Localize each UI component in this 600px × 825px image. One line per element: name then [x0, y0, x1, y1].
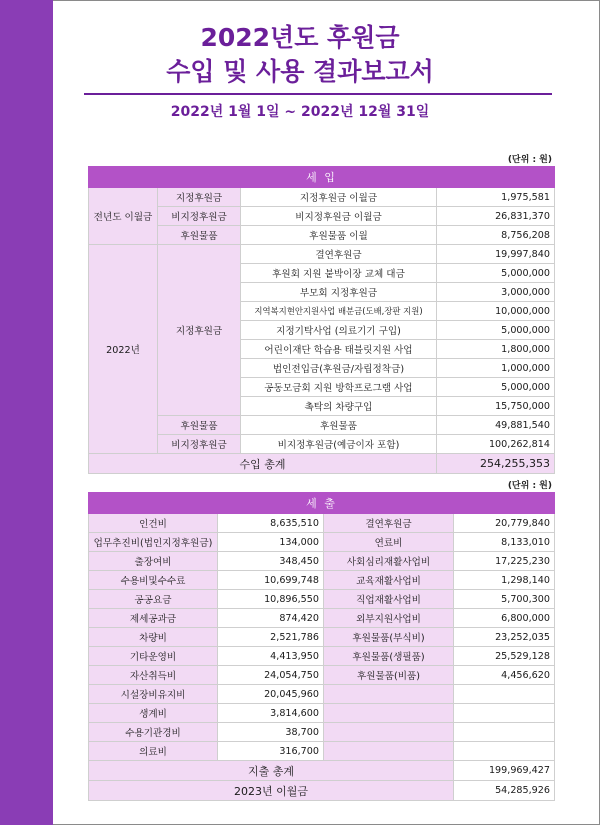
- expense-item: 수용비및수수료: [89, 571, 218, 590]
- expense-amount: 23,252,035: [454, 628, 555, 647]
- expense-item: 교육재활사업비: [324, 571, 454, 590]
- income-item: 부모회 지정후원금: [241, 283, 437, 302]
- income-amount: 19,997,840: [437, 245, 555, 264]
- expense-unit-label: (단위 : 원): [507, 481, 552, 491]
- expense-item: 후원물품(부식비): [324, 628, 454, 647]
- expense-amount: 20,045,960: [218, 685, 324, 704]
- expense-item: 공공요금: [89, 590, 218, 609]
- report-title-line2: 수입 및 사용 결과보고서: [166, 57, 434, 86]
- expense-amount: 8,133,010: [454, 533, 555, 552]
- title-divider: [84, 93, 552, 95]
- income-header-row: [89, 167, 555, 188]
- expense-total-label: 지출 총계: [89, 761, 454, 781]
- expense-item: 후원물품(생필품): [324, 647, 454, 666]
- expense-amount: 8,635,510: [218, 514, 324, 533]
- expense-item: 자산취득비: [89, 666, 218, 685]
- income-amount: 5,000,000: [437, 378, 555, 397]
- carryover-label: 2023년 이월금: [89, 781, 454, 801]
- table-row: [89, 207, 555, 226]
- expense-amount: 10,699,748: [218, 571, 324, 590]
- income-item: 어린이재단 학습용 태블릿지원 사업: [241, 340, 437, 359]
- expense-item: 기타운영비: [89, 647, 218, 666]
- income-item: 촉탁의 차량구입: [241, 397, 437, 416]
- expense-amount: 10,896,550: [218, 590, 324, 609]
- expense-item: 결연후원금: [324, 514, 454, 533]
- expense-item: 생계비: [89, 704, 218, 723]
- income-table: [88, 166, 555, 474]
- table-row: [89, 514, 555, 533]
- expense-amount: 38,700: [218, 723, 324, 742]
- expense-amount: 348,450: [218, 552, 324, 571]
- income-amount: 100,262,814: [437, 435, 555, 454]
- income-amount: 10,000,000: [437, 302, 555, 321]
- table-row: [89, 188, 555, 207]
- table-row: [89, 704, 555, 723]
- income-category: 후원물품: [158, 226, 241, 245]
- table-row: [89, 609, 555, 628]
- expense-item: [324, 742, 454, 761]
- expense-item: [324, 685, 454, 704]
- income-category: 비지정후원금: [158, 207, 241, 226]
- expense-table: [88, 492, 555, 801]
- expense-amount: 3,814,600: [218, 704, 324, 723]
- table-row: [89, 628, 555, 647]
- income-section-header: 세 입: [89, 167, 555, 188]
- expense-amount: 17,225,230: [454, 552, 555, 571]
- expense-item: 제세공과금: [89, 609, 218, 628]
- expense-amount: 2,521,786: [218, 628, 324, 647]
- expense-amount: 4,456,620: [454, 666, 555, 685]
- income-unit-label: (단위 : 원): [507, 155, 552, 165]
- table-row: [89, 435, 555, 454]
- income-amount: 1,975,581: [437, 188, 555, 207]
- expense-section-header: 세 출: [89, 493, 555, 514]
- prev-year-label: 전년도 이월금: [89, 188, 158, 245]
- expense-item: 시설장비유지비: [89, 685, 218, 704]
- income-amount: 26,831,370: [437, 207, 555, 226]
- income-item: 비지정후원금(예금이자 포함): [241, 435, 437, 454]
- expense-item: [324, 704, 454, 723]
- expense-amount: 24,054,750: [218, 666, 324, 685]
- income-total-label: 수입 총계: [89, 454, 437, 474]
- expense-amount: [454, 742, 555, 761]
- income-item: 공동모금회 지원 방학프로그램 사업: [241, 378, 437, 397]
- income-amount: 1,000,000: [437, 359, 555, 378]
- table-row: [89, 742, 555, 761]
- year-2022-label: 2022년: [89, 245, 158, 454]
- expense-item: 의료비: [89, 742, 218, 761]
- income-total-amount: 254,255,353: [437, 454, 555, 474]
- expense-item: 후원물품(비품): [324, 666, 454, 685]
- income-item: 후원물품: [241, 416, 437, 435]
- income-amount: 5,000,000: [437, 264, 555, 283]
- income-item: 결연후원금: [241, 245, 437, 264]
- expense-item: 연료비: [324, 533, 454, 552]
- expense-amount: 1,298,140: [454, 571, 555, 590]
- income-category: 비지정후원금: [158, 435, 241, 454]
- expense-item: 직업재활사업비: [324, 590, 454, 609]
- expense-amount: 874,420: [218, 609, 324, 628]
- expense-total-row: [89, 761, 555, 781]
- income-amount: 49,881,540: [437, 416, 555, 435]
- expense-item: 출장여비: [89, 552, 218, 571]
- expense-item: 외부지원사업비: [324, 609, 454, 628]
- income-item: 지역복지현안지원사업 배분금(도배,장판 지원): [241, 302, 437, 321]
- table-row: [89, 685, 555, 704]
- expense-item: 차량비: [89, 628, 218, 647]
- income-item: 법인전입금(후원금/자립정착금): [241, 359, 437, 378]
- expense-item: 인건비: [89, 514, 218, 533]
- expense-amount: 4,413,950: [218, 647, 324, 666]
- expense-amount: [454, 685, 555, 704]
- income-amount: 15,750,000: [437, 397, 555, 416]
- income-amount: 3,000,000: [437, 283, 555, 302]
- income-category: 지정후원금: [158, 188, 241, 207]
- income-amount: 5,000,000: [437, 321, 555, 340]
- expense-amount: [454, 723, 555, 742]
- income-item: 후원회 지원 붙박이장 교체 대금: [241, 264, 437, 283]
- expense-item: 수용기관경비: [89, 723, 218, 742]
- table-row: [89, 590, 555, 609]
- designated-category: 지정후원금: [158, 245, 241, 416]
- table-row: [89, 245, 555, 264]
- carryover-row: [89, 781, 555, 801]
- expense-amount: 20,779,840: [454, 514, 555, 533]
- income-item: 지정기탁사업 (의료기기 구입): [241, 321, 437, 340]
- table-row: [89, 647, 555, 666]
- expense-amount: 316,700: [218, 742, 324, 761]
- income-amount: 1,800,000: [437, 340, 555, 359]
- table-row: [89, 533, 555, 552]
- table-row: [89, 416, 555, 435]
- purple-sidebar: [0, 0, 53, 825]
- expense-item: 업무추진비(법인지정후원금): [89, 533, 218, 552]
- table-row: [89, 552, 555, 571]
- income-item: 후원물품 이월: [241, 226, 437, 245]
- income-amount: 8,756,208: [437, 226, 555, 245]
- carryover-amount: 54,285,926: [454, 781, 555, 801]
- expense-amount: 6,800,000: [454, 609, 555, 628]
- report-period: 2022년 1월 1일 ~ 2022년 12월 31일: [170, 104, 430, 120]
- expense-header-row: [89, 493, 555, 514]
- income-item: 지정후원금 이월금: [241, 188, 437, 207]
- table-row: [89, 723, 555, 742]
- income-item: 비지정후원금 이월금: [241, 207, 437, 226]
- table-row: [89, 666, 555, 685]
- expense-amount: 25,529,128: [454, 647, 555, 666]
- report-title-line1: 2022년도 후원금: [200, 23, 400, 52]
- expense-total-amount: 199,969,427: [454, 761, 555, 781]
- table-row: [89, 226, 555, 245]
- expense-amount: 5,700,300: [454, 590, 555, 609]
- expense-amount: 134,000: [218, 533, 324, 552]
- income-category: 후원물품: [158, 416, 241, 435]
- expense-amount: [454, 704, 555, 723]
- table-row: [89, 571, 555, 590]
- expense-item: 사회심리재활사업비: [324, 552, 454, 571]
- expense-item: [324, 723, 454, 742]
- income-total-row: [89, 454, 555, 474]
